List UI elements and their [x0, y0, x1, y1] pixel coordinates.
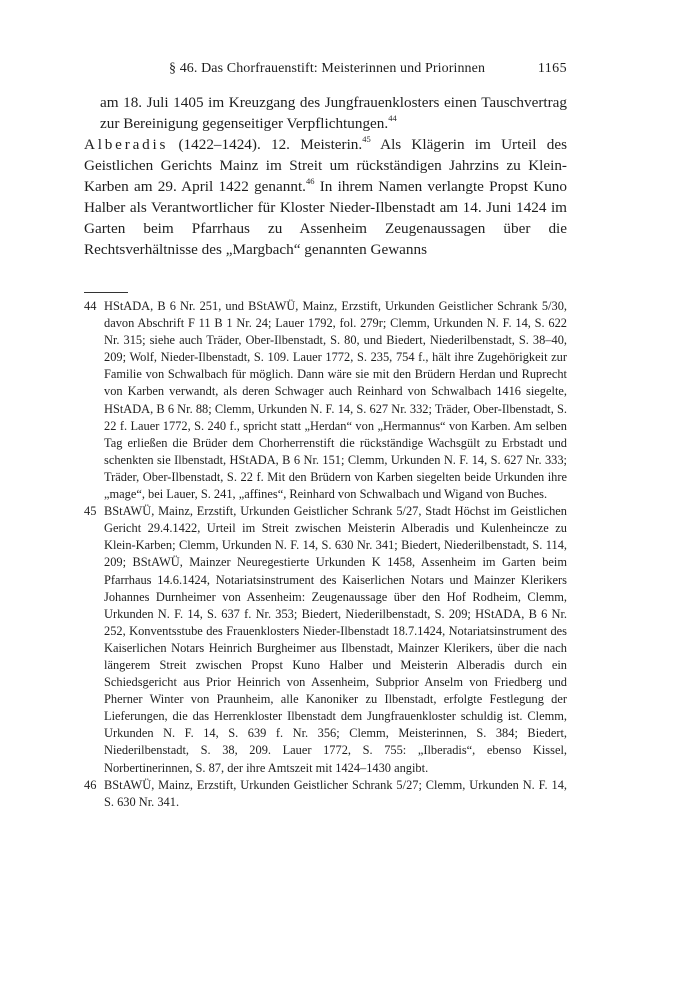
footnote — [84, 298, 567, 503]
footnote-text: BStAWÜ, Mainz, Erzstift, Urkunden Geistlicher Schrank 5/27, Stadt Höchst im Geistlichen Gericht 29.4.1422, Urteil im Streit zwischen Meisterin Alberadis und Kulenheincze zu Klein-Karben; Clemm, Urkunden N. F. 14, S. 630 Nr. 341; Biedert, Niederilbenstadt, S. 114, 209; BStAWÜ, Mainzer Neuregestierte Urkunden K 1458, Assenheim im Garten beim Pfarrhaus 14.6.1424, Notariatsinstrument des Kaiserlichen Notars und Mainzer Klerikers Johannes Durnheimer von Assenheim: Zeugenaussage über den Hof Rodheim, Clemm, Urkunden N. F. 14, S. 637 f. Nr. 353; Biedert, Niederilbenstadt, S. 209; HStADA, B 6 Nr. 252, Konventsstube des Frauenklosters Nieder-Ilbenstadt 18.7.1424, Notariatsinstrument des Kaiserlichen Notars Heinrich Burgheimer aus Ilbenstadt, Mainzer Klerikers, über die nach längerem Streit zwischen Propst Kuno Halber und Meisterin Alberadis durch ein Schiedsgericht aus Prior Heinrich von Assenheim, Subprior Anselm von Friedberg und Pherner Winter von Praunheim, alle Kanoniker zu Ilbenstadt, erfolgte Festlegung der Lieferungen, die das Herrenkloster Ilbenstadt dem Jungfrauenkloster schuldig ist. Clemm, Urkunden N. F. 14, S. 639 f. Nr. 356; Clemm, Meisterinnen, S. 384; Biedert, Niederilbenstadt, S. 38, 209. Lauer 1772, S. 755: „Ilberadis“, ebenso Kissel, Norbertinerinnen, S. 87, der ihre Amtszeit mit 1424–1430 angibt. — [104, 504, 567, 775]
footnote-number: 44 — [84, 299, 97, 313]
footnote-text: HStADA, B 6 Nr. 251, und BStAWÜ, Mainz, Erzstift, Urkunden Geistlicher Schrank 5/30, davon Abschrift F 11 B 1 Nr. 24; Lauer 1792, fol. 279r; Clemm, Urkunden N. F. 14, S. 622 Nr. 315; siehe auch Träder, Ober-Ilbenstadt, S. 80, und Biedert, Niederilbenstadt, S. 38–40, 209; Wolf, Nieder-Ilbenstadt, S. 109. Lauer 1772, S. 235, 754 f., hält ihre Zugehörigkeit zur Familie von Schwalbach für möglich. Dann wäre sie mit den Brüdern Herdan und Ruprecht von Karben verwandt, als deren Schwager auch Reinhard von Schwalbach 1416 siegelte, HStADA, B 6 Nr. 88; Clemm, Urkunden N. F. 14, S. 627 Nr. 332; Träder, Ober-Ilbenstadt, S. 22 f. Lauer 1772, S. 240 f., spricht statt „Herdan“ von „Hermannus“ von Karben. Am selben Tag erließen die Brüder dem Chorherrenstift die rückständige Wachsgült zu Erbstadt und schenkten sie Ilbenstadt, HStADA, B 6 Nr. 151; Clemm, Urkunden N. F. 14, S. 627 Nr. 333; Träder, Ober-Ilbenstadt, S. 22 f. Mit den Brüdern von Karben siegelten beide Urkunden ihre „mage“, bei Lauer, S. 241, „affines“, Reinhard von Schwalbach und Wigand von Buches. — [104, 299, 567, 502]
running-head — [0, 61, 700, 81]
footnote-ref: 45 — [362, 133, 371, 144]
paragraph-continuation — [84, 92, 567, 134]
entry-name: Alberadis — [84, 136, 169, 153]
paragraph-text: In ihrem Namen verlangte Propst Kuno Halber als Verantwortlicher für Kloster Nieder-Ilbenstadt am 14. Juni 1424 im Garten beim Pfarrhaus zu Assenheim Zeugenaussagen über die Rechtsverhältnisse des „Margbach“ genannten Gewanns — [84, 178, 567, 258]
footnote — [84, 777, 567, 811]
footnotes — [84, 298, 567, 811]
main-text — [84, 92, 567, 260]
paragraph-alberadis — [84, 134, 567, 260]
page-number: 1165 — [537, 61, 567, 76]
running-head-title: § 46. Das Chorfrauenstift: Meisterinnen und Priorinnen — [169, 61, 486, 76]
paragraph-text: Als Klägerin im Urteil des Geistlichen Gerichts Mainz im Streit um rückständigen Jahrzins zu Klein-Karben am 29. April 1422 genannt. — [84, 136, 567, 195]
footnote-ref: 44 — [388, 112, 397, 123]
footnote-number: 46 — [84, 777, 97, 792]
footnote-text: BStAWÜ, Mainz, Erzstift, Urkunden Geistlicher Schrank 5/27; Clemm, Urkunden N. F. 14, S. 630 Nr. 341. — [104, 777, 567, 809]
footnote-ref: 46 — [305, 175, 315, 186]
footnote-number: 45 — [84, 504, 97, 519]
footnote-separator — [84, 292, 128, 293]
paragraph-text: (1422–1424). 12. Meisterin. — [168, 136, 363, 153]
footnote — [84, 503, 567, 777]
paragraph-text: am 18. Juli 1405 im Kreuzgang des Jungfrauenklosters einen Tauschvertrag zur Bereinigung gegenseitiger Verpflichtungen. — [100, 94, 567, 132]
